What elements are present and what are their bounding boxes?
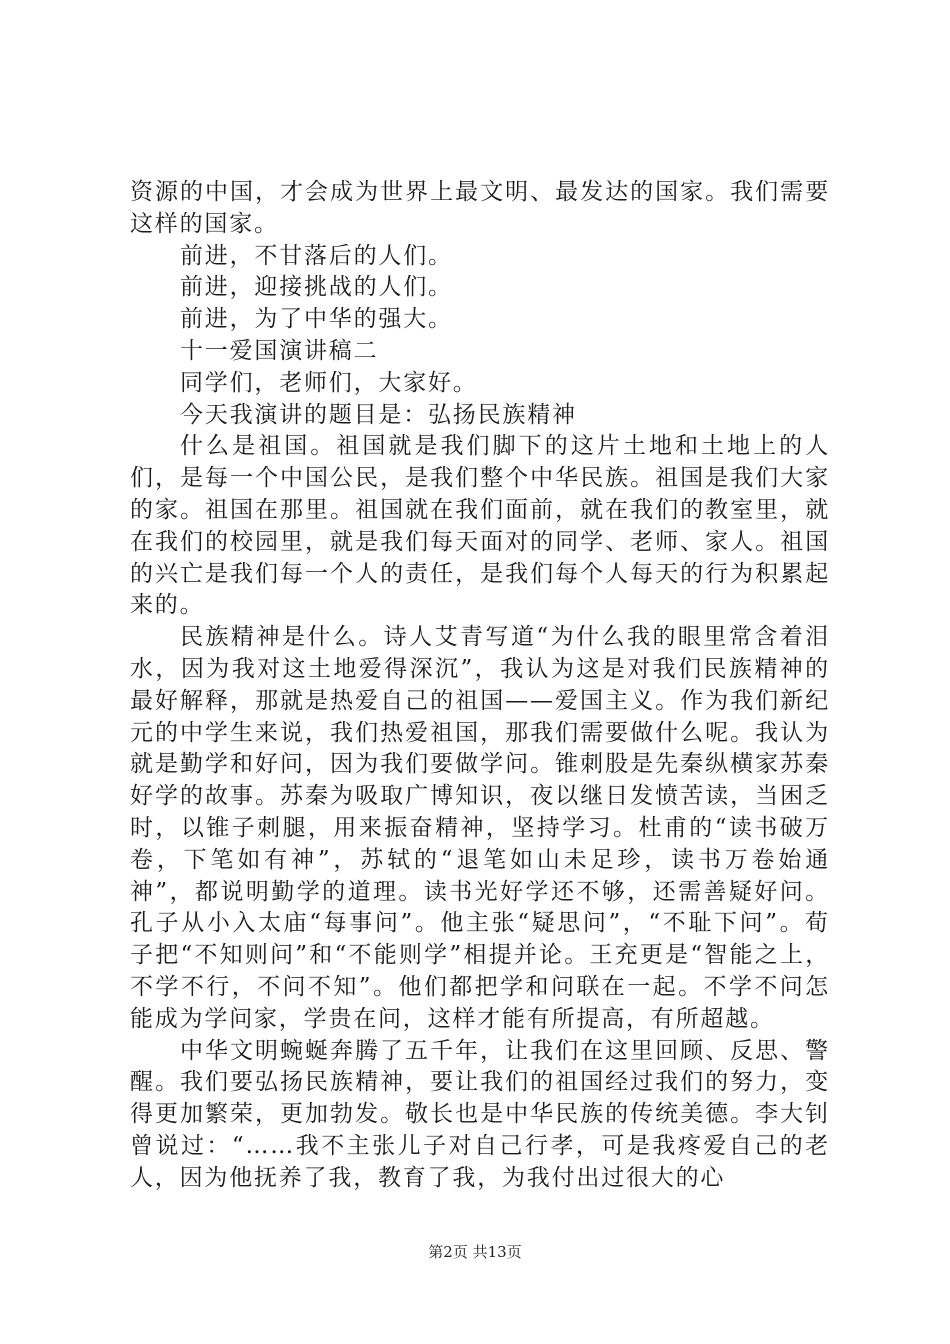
paragraph-7: 什么是祖国。祖国就是我们脚下的这片土地和土地上的人们，是每一个中国公民，是我们整个中华民族。祖国是我们大家的家。祖国在那里。祖国就在我们面前，就在我们的教室里，就在我们的校园里，就是我们每天面对的同学、老师、家人。祖国的兴亡是我们每一个人的责任，是我们每个人每天的行为积累起来的。 xyxy=(130,433,830,619)
paragraph-9: 中华文明蜿蜒奔腾了五千年，让我们在这里回顾、反思、警醒。我们要弘扬民族精神，要让我们的祖国经过我们的努力，变得更加繁荣，更加勃发。敬长也是中华民族的传统美德。李大钊曾说过：“……我不主张儿子对自己行孝，可是我疼爱自己的老人，因为他抚养了我，教育了我，为我付出过很大的心 xyxy=(130,1037,830,1191)
paragraph-2: 前进，迎接挑战的人们。 xyxy=(180,274,453,301)
section-heading: 十一爱国演讲稿二 xyxy=(180,337,379,364)
paragraph-8: 民族精神是什么。诗人艾青写道“为什么我的眼里常含着泪水，因为我对这土地爱得深沉”，我认为这是对我们民族精神的最好解释，那就是热爱自己的祖国——爱国主义。作为我们新纪元的中学生来说，我们热爱祖国，那我们需要做什么呢。我认为就是勤学和好问，因为我们要做学问。锥刺股是先秦纵横家苏秦好学的故事。苏秦为吸取广博知识，夜以继日发愤苦读，当困乏时，以锥子刺腿，用来振奋精神，坚持学习。杜甫的“读书破万卷，下笔如有神”，苏轼的“退笔如山未足珍，读书万卷始通神”，都说明勤学的道理。读书光好学还不够，还需善疑好问。孔子从小入太庙“每事问”。他主张“疑思问”，“不耻下问”。荀子把“不知则问”和“不能则学”相提并论。王充更是“智能之上，不学不行，不问不知”。他们都把学和问联在一起。不学不问怎能成为学问家，学贵在问，这样才能有所提高，有所超越。 xyxy=(130,624,830,1032)
speech-title-line: 今天我演讲的题目是：弘扬民族精神 xyxy=(180,401,577,428)
paragraph-3: 前进，为了中华的强大。 xyxy=(180,306,453,333)
document-body xyxy=(130,177,830,1195)
paragraph-1: 前进，不甘落后的人们。 xyxy=(180,242,453,269)
page-number-footer: 第2页 共13页 xyxy=(428,1243,522,1261)
paragraph-5: 同学们，老师们，大家好。 xyxy=(180,369,478,396)
paragraph-0: 资源的中国，才会成为世界上最文明、最发达的国家。我们需要这样的国家。 xyxy=(130,179,830,237)
